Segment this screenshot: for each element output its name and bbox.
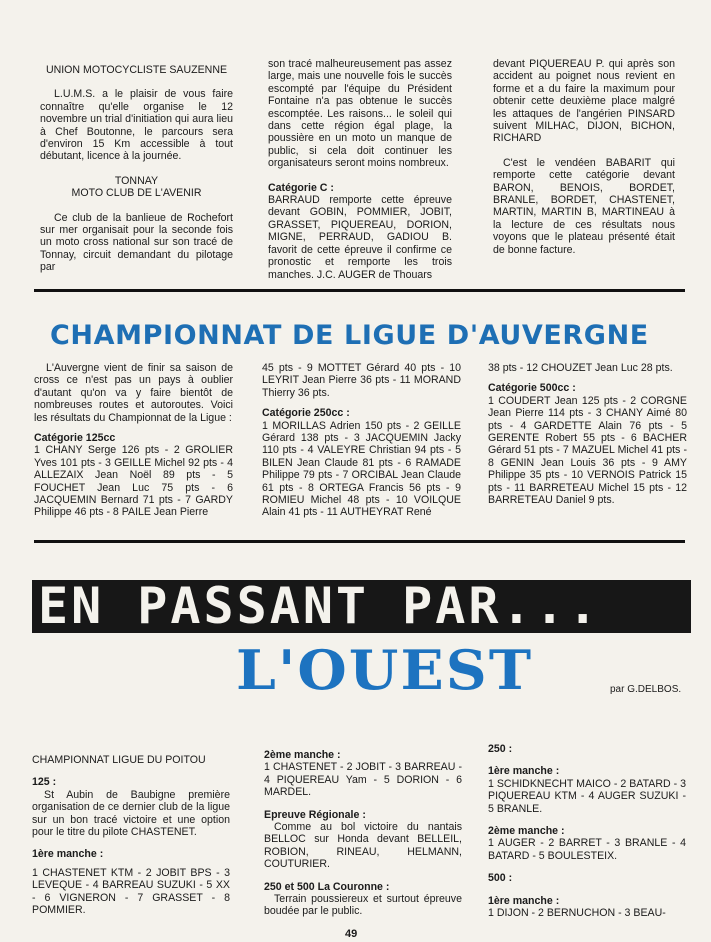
paragraph: BARRAUD remporte cette épreuve devant GOBIN, POMMIER, JOBIT, GRASSET, PIQUEREAU, DORION, MIGNE, PERRAUD, GADIOU B. favorit de cette épreuve il confirme ce pronostic et remporte les trois manches. J.C. AUGER de Thouars <box>268 194 452 281</box>
paragraph: Comme au bol victoire du nantais BELLOC sur Honda devant BELLEIL, ROBION, RINEAU, HELMANN, COUTURIER. <box>264 821 462 871</box>
auvergne-column-2 <box>262 362 461 519</box>
results-text: 1 CHASTENET KTM - 2 JOBIT BPS - 3 LEVEQUE - 4 BARREAU SUZUKI - 5 XX - 6 VIGNERON - 7 GRASSET - 8 POMMIER. <box>32 866 230 917</box>
paragraph: St Aubin de Baubigne première organisation de ce dernier club de la ligue sur un bon tracé victoire et une option pour le titre du pilote CHASTENET. <box>32 788 230 839</box>
paragraph: L.U.M.S. a le plaisir de vous faire connaître qu'elle organise le 12 novembre un trial d'initiation qui aura lieu à Chef Boutonne, le parcours sera d'environ 15 Km accessible à tout débutant, licence à la journée. <box>40 88 233 163</box>
paragraph: devant PIQUEREAU P. qui après son accident au poignet nous revient en forme et a du faire la maximum pour obtenir cette deuxième place malgré les attaques de l'angérien PINSARD suivent MILHAC, DIJON, BICHON, RICHARD <box>493 58 675 145</box>
auvergne-column-3 <box>488 362 687 506</box>
paragraph: Ce club de la banlieue de Rochefort sur mer organisait pour la seconde fois un moto cross national sur son tracé de Tonnay, circuit demandant du pilotage par <box>40 211 233 274</box>
top-column-1 <box>40 64 233 274</box>
auvergne-column-1 <box>34 362 233 519</box>
results-text: 1 CHANY Serge 126 pts - 2 GROLIER Yves 101 pts - 3 GEILLE Michel 92 pts - 4 ALLEZAIX Jean Noël 89 pts - 5 FOUCHET Jean Luc 75 pts - 6 JACQUEMIN Bernard 71 pts - 7 GARDY Philippe 46 pts - 8 PAILE Jean Pierre <box>34 444 233 519</box>
category-heading: Catégorie 500cc : <box>488 382 576 395</box>
category-heading: Epreuve Régionale : <box>264 808 366 821</box>
section-divider <box>34 289 685 292</box>
ouest-column-2 <box>264 749 462 918</box>
category-heading: 125 : <box>32 776 57 789</box>
club-subheading: MOTO CLUB DE L'AVENIR <box>71 187 202 200</box>
category-heading: Catégorie C : <box>268 181 334 194</box>
results-text: 1 COUDERT Jean 125 pts - 2 CORGNE Jean Pierre 114 pts - 3 CHANY Aimé 80 pts - 4 GARDETTE Alain 76 pts - 5 GERENTE Robert 55 pts - 6 BACHER Gérard 51 pts - 7 MAZUEL Michel 41 pts - 8 GENIN Jean Louis 36 pts - 9 AMY Philippe 35 pts - 10 VERNOIS Patrick 15 pts - 11 BARRETEAU Michel 15 pts - 12 BARRETEAU Daniel 9 pts. <box>488 394 687 507</box>
results-text: 1 DIJON - 2 BERNUCHON - 3 BEAU- <box>488 907 666 920</box>
category-heading: Catégorie 250cc : <box>262 407 350 420</box>
round-heading: 1ère manche : <box>488 765 560 778</box>
results-text: 38 pts - 12 CHOUZET Jean Luc 28 pts. <box>488 362 673 374</box>
results-text: 1 AUGER - 2 BARRET - 3 BRANLE - 4 BATARD - 5 BOULESTEIX. <box>488 837 686 862</box>
paragraph: L'Auvergne vient de finir sa saison de cross ce n'est pas un pays à oublier d'autant qu'on va y faire bientôt de nombreuses routes et autoroutes. Voici les résultats du Championnat de la Ligue : <box>34 362 233 424</box>
category-heading: 500 : <box>488 872 513 885</box>
results-text: 1 MORILLAS Adrien 150 pts - 2 GEILLE Gérard 138 pts - 3 JACQUEMIN Jacky 110 pts - 4 VALEYRE Christian 94 pts - 5 BILEN Jean Claude 81 pts - 6 RAMADE Philippe 79 pts - 7 ORCIBAL Jean Claude 61 pts - 8 ORTEGA Francis 56 pts - 9 ROMIEU Michel 48 pts - 10 VOILQUE Alain 41 pts - 11 AUTHEYRAT René <box>262 419 461 519</box>
paragraph: Terrain poussiereux et surtout épreuve boudée par le public. <box>264 893 462 918</box>
category-heading: 250 et 500 La Couronne : <box>264 880 390 893</box>
round-heading: 1ère manche : <box>32 848 104 861</box>
category-heading: Catégorie 125cc <box>34 432 116 445</box>
results-text: 1 SCHIDKNECHT MAICO - 2 BATARD - 3 PIQUEREAU KTM - 4 AUGER SUZUKI - 5 BRANLE. <box>488 777 686 815</box>
section-divider <box>34 540 685 543</box>
page-number: 49 <box>345 928 358 940</box>
round-heading: 2ème manche : <box>264 749 341 761</box>
results-text: 1 CHASTENET - 2 JOBIT - 3 BARREAU - 4 PIQUEREAU Yam - 5 DORION - 6 MARDEL. <box>264 761 462 799</box>
byline: par G.DELBOS. <box>610 684 682 695</box>
ouest-column-1 <box>32 754 230 916</box>
club-heading: UNION MOTOCYCLISTE SAUZENNE <box>45 64 228 76</box>
auvergne-title: CHAMPIONNAT DE LIGUE D'AUVERGNE <box>50 320 649 351</box>
ouest-column-3 <box>488 743 686 919</box>
club-heading: TONNAY <box>114 174 159 187</box>
round-heading: 1ère manche : <box>488 894 560 907</box>
results-text: 45 pts - 9 MOTTET Gérard 40 pts - 10 LEYRIT Jean Pierre 36 pts - 11 MORAND Thierry 36 pts. <box>262 362 461 399</box>
category-heading: 250 : <box>488 743 513 755</box>
section-heading: CHAMPIONNAT LIGUE DU POITOU <box>32 754 206 766</box>
ouest-title: L'OUEST <box>236 638 534 702</box>
paragraph: son tracé malheureusement pas assez large, mais une nouvelle fois le succès escompté par l'équipe du Président Fontaine n'a pas obtenue le succès escomptée. Les raisons... le soleil qui dans cette région égal plage, la poussière en un moto un manque de public, si cela doit continuer les organisateurs seront moins nombreux. <box>268 58 452 170</box>
top-column-2 <box>268 58 452 281</box>
top-column-3 <box>493 58 675 256</box>
paragraph: C'est le vendéen BABARIT qui remporte cette catégorie devant BARON, BENOIS, BORDET, BRANLE, BORDET, CHASTENET, MARTIN, MARTIN B, MARTINEAU à la lecture de ces résultats nous voyons que le plateau présenté était de bonne facture. <box>493 156 675 256</box>
round-heading: 2ème manche : <box>488 825 565 838</box>
en-passant-banner: EN PASSANT PAR... <box>32 580 691 633</box>
